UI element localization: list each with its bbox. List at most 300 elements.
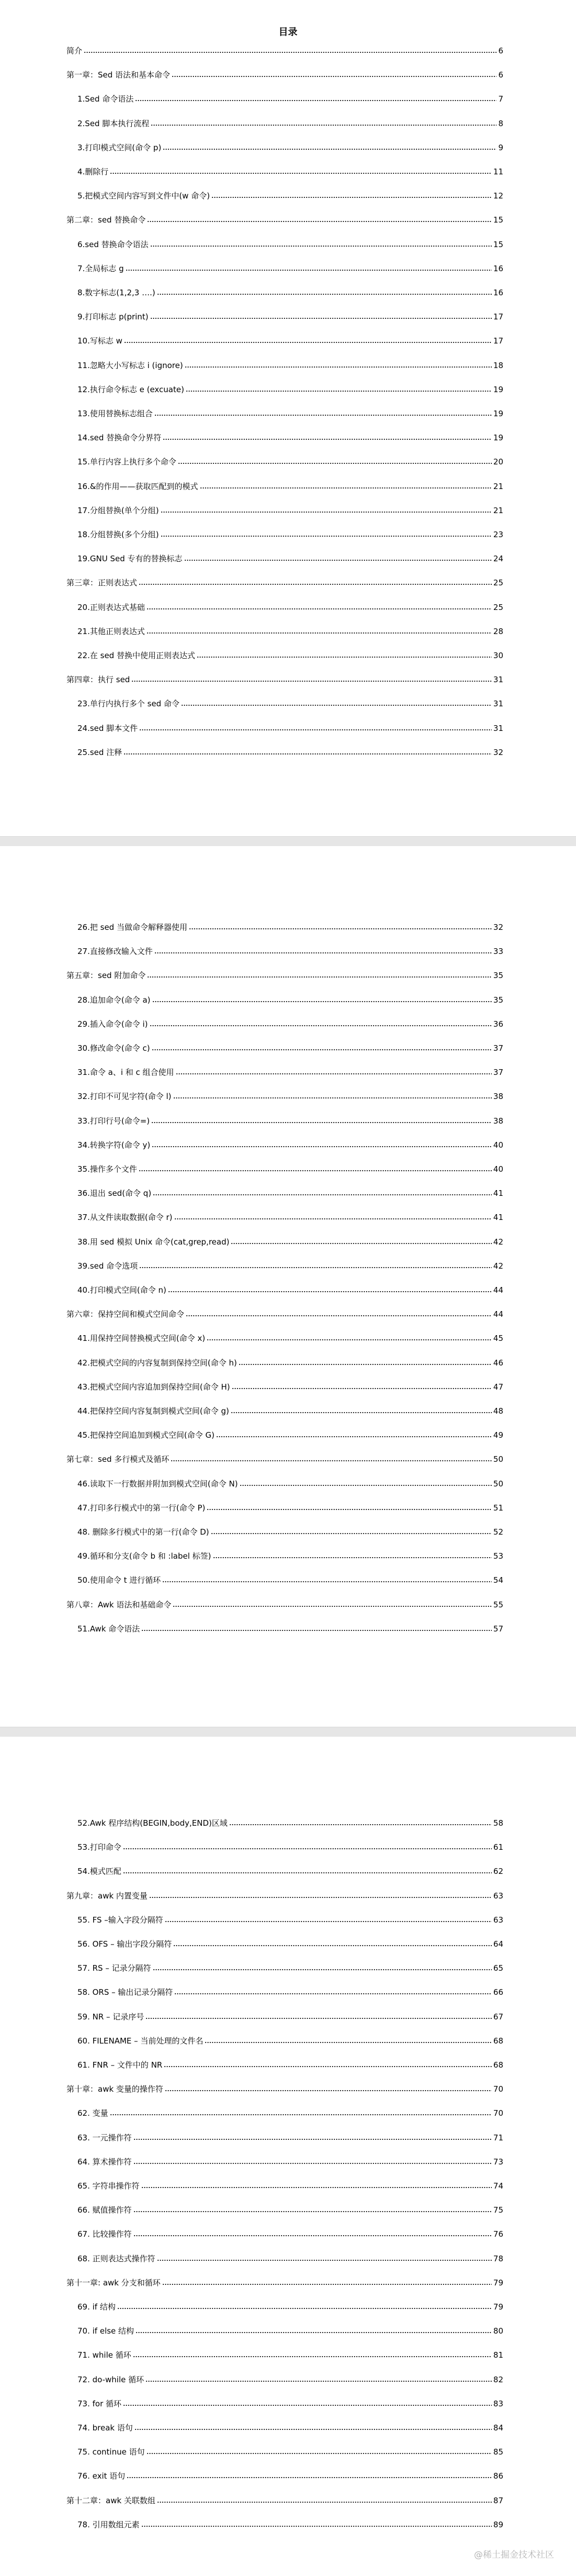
page-separator (0, 836, 576, 846)
toc-section-link[interactable] (77, 1090, 503, 1102)
toc-page-number: 44 (493, 1309, 503, 1319)
dot-leader (146, 608, 492, 610)
toc-page-number: 25 (493, 602, 503, 612)
toc-section-link[interactable] (77, 1574, 503, 1585)
toc-section-link[interactable] (77, 431, 503, 443)
toc-section-link[interactable] (77, 1938, 503, 1949)
toc-section-link[interactable] (77, 2059, 503, 2070)
toc-section-link[interactable] (77, 625, 503, 637)
toc-entry-label: 16.&的作用——获取匹配到的模式 (77, 481, 198, 491)
toc-entry-label: 30.修改命令(命令 c) (77, 1043, 150, 1053)
toc-page-number: 16 (493, 288, 503, 297)
toc-page-number: 45 (493, 1334, 503, 1343)
toc-entry-label: 41.用保持空间替换模式空间(命令 x) (77, 1334, 206, 1343)
toc-page-number: 7 (498, 94, 503, 104)
dot-leader (232, 1387, 492, 1390)
toc-page-number: 76 (493, 2229, 503, 2239)
toc-page-number: 41 (493, 1189, 503, 1198)
toc-page-number: 55 (493, 1600, 503, 1609)
toc-entry-label: 第八章：Awk 语法和基础命令 (66, 1600, 172, 1609)
toc-entry-label: 42.把模式空间的内容复制到保持空间(命令 h) (77, 1358, 237, 1368)
toc-section-link[interactable] (77, 601, 503, 613)
toc-page-number: 68 (493, 2060, 503, 2070)
dot-leader (172, 75, 496, 77)
toc-title: 目录 (278, 27, 298, 38)
toc-section-link[interactable] (77, 1986, 503, 1997)
toc-entry-label: 21.其他正则表达式 (77, 626, 145, 636)
toc-entry-label: 第六章：保持空间和模式空间命令 (66, 1309, 185, 1319)
toc-entry-label: 37.从文件读取数据(命令 r) (77, 1213, 173, 1223)
toc-entry-label: 5.把模式空间内容写到文件中(w 命令) (77, 191, 210, 201)
toc-page-number: 65 (493, 1963, 503, 1973)
toc-chapter-link[interactable] (66, 2083, 503, 2094)
toc-section-link[interactable] (77, 1429, 503, 1440)
toc-section-link[interactable] (77, 93, 503, 104)
toc-chapter-link[interactable] (66, 673, 503, 685)
toc-page-number: 19 (493, 384, 503, 394)
toc-section-link[interactable] (77, 165, 503, 177)
toc-entry-label: 18.分组替换(多个分组) (77, 530, 159, 539)
toc-entry-label: 19.GNU Sed 专有的替换标志 (77, 554, 183, 564)
toc-section-link[interactable] (77, 1284, 503, 1295)
toc-page-number: 37 (493, 1068, 503, 1078)
dot-leader (139, 583, 492, 585)
toc-chapter-link[interactable] (66, 45, 503, 56)
toc-page-number: 37 (493, 1043, 503, 1053)
toc-entry-label: 3.打印模式空间(命令 p) (77, 142, 162, 152)
dot-leader (134, 2428, 492, 2430)
toc-page-number: 51 (493, 1503, 503, 1513)
toc-entry-label: 68. 正则表达式操作符 (77, 2253, 155, 2263)
toc-section-link[interactable] (77, 1550, 503, 1561)
dot-leader (149, 1896, 492, 1898)
toc-page-number: 28 (493, 626, 503, 636)
toc-entry-label: 8.数字标志(1,2,3 ….) (77, 288, 155, 297)
toc-section-link[interactable] (77, 2422, 503, 2433)
dot-leader (157, 2501, 492, 2503)
toc-section-link[interactable] (77, 2349, 503, 2360)
dot-leader (131, 680, 492, 682)
toc-page-number: 85 (493, 2447, 503, 2457)
toc-section-link[interactable] (77, 1042, 503, 1053)
dot-leader (139, 1170, 492, 1172)
dot-leader (165, 2090, 492, 2092)
dot-leader (185, 366, 492, 368)
dot-leader (141, 1629, 492, 1631)
toc-entry-label: 17.分组替换(单个分组) (77, 505, 159, 515)
dot-leader (184, 559, 492, 561)
dot-leader (153, 1969, 492, 1971)
toc-page-number: 81 (493, 2350, 503, 2360)
dot-leader (186, 390, 492, 392)
dot-leader (117, 2307, 492, 2309)
dot-leader (163, 438, 492, 440)
toc-entry-label: 31.命令 a、i 和 c 组合使用 (77, 1068, 174, 1078)
toc-entry-label: 78. 引用数组元素 (77, 2519, 140, 2529)
toc-page-number: 33 (493, 947, 503, 957)
toc-entry-label: 36.退出 sed(命令 q) (77, 1189, 152, 1198)
dot-leader (174, 1993, 491, 1995)
toc-entry-label: 10.写标志 w (77, 336, 122, 346)
toc-page-number: 63 (493, 1915, 503, 1925)
toc-entry-label: 6.sed 替换命令语法 (77, 239, 149, 249)
toc-page-number: 82 (493, 2374, 503, 2384)
toc-page-number: 11 (493, 167, 503, 176)
toc-section-link[interactable] (77, 407, 503, 419)
toc-section-link[interactable] (77, 1914, 503, 1925)
toc-entry-label: 43.把模式空间内容追加到保持空间(命令 H) (77, 1382, 230, 1392)
toc-page-number: 86 (493, 2471, 503, 2481)
dot-leader (133, 2211, 492, 2213)
toc-entry-label: 34.转换字符(命令 y) (77, 1140, 151, 1150)
toc-entry-label: 66. 赋值操作符 (77, 2205, 132, 2215)
dot-leader (207, 1339, 492, 1341)
toc-section-link[interactable] (77, 1526, 503, 1537)
dot-leader (211, 1533, 492, 1535)
toc-page-number: 8 (498, 118, 503, 128)
toc-entry-label: 35.操作多个文件 (77, 1164, 137, 1174)
toc-section-link[interactable] (77, 722, 503, 734)
toc-entry-label: 71. while 循环 (77, 2350, 131, 2360)
toc-entry-label: 第七章：sed 多行模式及循环 (66, 1454, 170, 1464)
toc-page-number: 87 (493, 2495, 503, 2505)
toc-section-link[interactable] (77, 383, 503, 395)
toc-entry-label: 25.sed 注释 (77, 747, 122, 757)
document-page-1 (0, 0, 576, 836)
dot-leader (157, 293, 492, 295)
toc-section-link[interactable] (77, 921, 503, 932)
toc-section-link[interactable] (77, 697, 503, 709)
dot-leader (154, 414, 492, 416)
dot-leader (186, 1315, 492, 1317)
dot-leader (151, 124, 496, 126)
toc-entry-label: 29.插入命令(命令 i) (77, 1019, 148, 1029)
toc-chapter-link[interactable] (66, 969, 503, 981)
toc-entry-label: 38.用 sed 模拟 Unix 命令(cat,grep,read) (77, 1237, 230, 1247)
dot-leader (165, 1920, 492, 1923)
toc-entry-label: 72. do-while 循环 (77, 2374, 144, 2384)
toc-entry-label: 9.打印标志 p(print) (77, 312, 149, 322)
toc-section-link[interactable] (77, 1962, 503, 1973)
toc-section-link[interactable] (77, 480, 503, 492)
dot-leader (162, 1581, 492, 1583)
toc-page-number: 58 (493, 1818, 503, 1828)
dot-leader (178, 462, 492, 464)
toc-section-link[interactable] (77, 2035, 503, 2046)
toc-section-link[interactable] (77, 1187, 503, 1198)
dot-leader (146, 632, 492, 634)
toc-page-number: 23 (493, 530, 503, 539)
toc-entry-label: 第三章：正则表达式 (66, 578, 138, 588)
toc-entry-label: 49.循环和分支(命令 b 和 :label 标签) (77, 1551, 211, 1561)
dot-leader (200, 487, 492, 489)
toc-page-number: 50 (493, 1454, 503, 1464)
dot-leader (135, 2331, 492, 2334)
toc-entry-label: 54.模式匹配 (77, 1867, 121, 1877)
toc-section-link[interactable] (77, 2397, 503, 2409)
toc-entry-label: 24.sed 脚本文件 (77, 723, 138, 733)
toc-section-link[interactable] (77, 1405, 503, 1416)
toc-page-number: 16 (493, 263, 503, 273)
toc-page-number: 40 (493, 1164, 503, 1174)
toc-page-number: 73 (493, 2157, 503, 2167)
toc-page-number: 21 (493, 481, 503, 491)
toc-entry-label: 第五章：sed 附加命令 (66, 971, 146, 981)
toc-section-link[interactable] (77, 2373, 503, 2385)
toc-page-number: 80 (493, 2326, 503, 2336)
dot-leader (161, 511, 492, 513)
toc-section-link[interactable] (77, 335, 503, 346)
toc-section-link[interactable] (77, 2518, 503, 2530)
toc-page-number: 12 (493, 191, 503, 201)
toc-section-link[interactable] (77, 286, 503, 298)
toc-section-link[interactable] (77, 141, 503, 153)
dot-leader (110, 172, 492, 174)
dot-leader (123, 1848, 492, 1850)
page-separator (0, 1727, 576, 1737)
toc-page-number: 57 (493, 1624, 503, 1634)
dot-leader (123, 2404, 492, 2406)
dot-leader (126, 269, 492, 271)
toc-section-link[interactable] (77, 552, 503, 564)
dot-leader (141, 2186, 492, 2189)
toc-entry-label: 39.sed 命令选项 (77, 1261, 138, 1271)
toc-entry-label: 13.使用替换标志组合 (77, 409, 153, 418)
toc-page-number: 49 (493, 1430, 503, 1440)
toc-section-link[interactable] (77, 1357, 503, 1368)
toc-page-number: 70 (493, 2084, 503, 2094)
dot-leader (123, 753, 492, 755)
dot-leader (173, 1605, 492, 1607)
toc-page-number: 40 (493, 1140, 503, 1150)
toc-section-link[interactable] (77, 1478, 503, 1489)
toc-section-link[interactable] (77, 2252, 503, 2264)
toc-entry-label: 76. exit 语句 (77, 2471, 126, 2481)
toc-entry-label: 69. if 结构 (77, 2302, 116, 2312)
toc-section-link[interactable] (77, 1260, 503, 1271)
toc-entry-label: 第一章：Sed 语法和基本命令 (66, 70, 171, 80)
toc-page-number: 35 (493, 971, 503, 981)
toc-chapter-link[interactable] (66, 2277, 503, 2288)
toc-entry-label: 75. continue 语句 (77, 2447, 145, 2457)
toc-section-link[interactable] (77, 1066, 503, 1078)
dot-leader (110, 2114, 492, 2116)
toc-entry-label: 63. 一元操作符 (77, 2133, 132, 2142)
toc-entry-label: 23.单行内执行多个 sed 命令 (77, 699, 179, 709)
toc-chapter-link[interactable] (66, 214, 503, 225)
toc-page-number: 84 (493, 2423, 503, 2433)
toc-entry-label: 11.忽略大小写标志 i (ignore) (77, 360, 183, 370)
toc-chapter-link[interactable] (66, 576, 503, 588)
toc-section-link[interactable] (77, 1817, 503, 1828)
dot-leader (164, 2066, 492, 2068)
toc-section-link[interactable] (77, 456, 503, 467)
dot-leader (211, 196, 492, 198)
toc-entry-label: 44.把保持空间内容复制到模式空间(命令 g) (77, 1406, 229, 1416)
toc-section-link[interactable] (77, 2156, 503, 2167)
toc-section-link[interactable] (77, 310, 503, 322)
toc-page-number: 18 (493, 360, 503, 370)
toc-section-link[interactable] (77, 945, 503, 957)
toc-section-link[interactable] (77, 359, 503, 371)
dot-leader (153, 1194, 492, 1196)
toc-section-link[interactable] (77, 1841, 503, 1852)
toc-entry-label: 15.单行内容上执行多个命令 (77, 457, 176, 467)
dot-leader (145, 2017, 492, 2019)
toc-page-number: 47 (493, 1382, 503, 1392)
toc-entry-label: 50.使用命令 t 进行循环 (77, 1575, 161, 1585)
toc-entry-label: 57. RS – 记录分隔符 (77, 1963, 151, 1973)
toc-page-number: 63 (493, 1891, 503, 1901)
toc-page-number: 64 (493, 1939, 503, 1949)
toc-page-number: 53 (493, 1551, 503, 1561)
toc-section-link[interactable] (77, 1236, 503, 1247)
dot-leader (147, 220, 492, 223)
toc-section-link[interactable] (77, 2228, 503, 2239)
toc-section-link[interactable] (77, 1623, 503, 1634)
toc-section-link[interactable] (77, 1332, 503, 1343)
toc-entry-label: 2.Sed 脚本执行流程 (77, 118, 150, 128)
toc-entry-label: 12.执行命令标志 e (excuate) (77, 384, 184, 394)
dot-leader (162, 2283, 492, 2285)
dot-leader (123, 1872, 492, 1874)
toc-entry-label: 59. NR – 记录序号 (77, 2012, 144, 2022)
toc-section-link[interactable] (77, 238, 503, 250)
toc-chapter-link[interactable] (66, 1453, 503, 1464)
toc-entry-label: 第十一章: awk 分支和循环 (66, 2278, 161, 2288)
toc-section-link[interactable] (77, 504, 503, 516)
toc-section-link[interactable] (77, 2131, 503, 2143)
toc-entry-label: 64. 算术操作符 (77, 2157, 132, 2167)
toc-page-number: 79 (493, 2278, 503, 2288)
toc-chapter-link[interactable] (66, 1890, 503, 1901)
toc-entry-label: 第二章：sed 替换命令 (66, 215, 146, 225)
dot-leader (239, 1363, 492, 1365)
toc-page-number: 41 (493, 1213, 503, 1223)
toc-section-link[interactable] (77, 1115, 503, 1126)
toc-section-link[interactable] (77, 190, 503, 201)
dot-leader (139, 729, 492, 731)
toc-page-number: 62 (493, 1867, 503, 1877)
toc-section-link[interactable] (77, 994, 503, 1005)
toc-section-link[interactable] (77, 2470, 503, 2481)
toc-page-number: 61 (493, 1842, 503, 1852)
toc-section-link[interactable] (77, 746, 503, 758)
toc-section-link[interactable] (77, 2011, 503, 2022)
dot-leader (152, 1001, 492, 1003)
toc-chapter-link[interactable] (66, 1598, 503, 1610)
toc-section-link[interactable] (77, 1139, 503, 1150)
toc-entry-label: 51.Awk 命令语法 (77, 1624, 140, 1634)
toc-page-number: 31 (493, 675, 503, 685)
toc-page-number: 70 (493, 2108, 503, 2118)
toc-page-number: 31 (493, 699, 503, 709)
toc-entry-label: 第九章：awk 内置变量 (66, 1891, 148, 1901)
toc-entry-label: 61. FNR – 文件中的 NR (77, 2060, 163, 2070)
toc-section-link[interactable] (77, 262, 503, 274)
toc-section-link[interactable] (77, 2204, 503, 2215)
toc-section-link[interactable] (77, 2301, 503, 2312)
toc-entry-label: 56. OFS – 输出字段分隔符 (77, 1939, 172, 1949)
dot-leader (141, 2525, 492, 2527)
dot-leader (124, 341, 492, 343)
toc-page-number: 36 (493, 1019, 503, 1029)
toc-section-link[interactable] (77, 2325, 503, 2336)
toc-chapter-link[interactable] (66, 69, 503, 80)
toc-entry-label: 第十章：awk 变量的操作符 (66, 2084, 163, 2094)
toc-section-link[interactable] (77, 1381, 503, 1392)
toc-page-number: 67 (493, 2012, 503, 2022)
toc-page-number: 24 (493, 554, 503, 564)
toc-entry-label: 32.打印不可见字符(命令 l) (77, 1092, 172, 1102)
toc-page-number: 48 (493, 1406, 503, 1416)
toc-section-link[interactable] (77, 528, 503, 540)
watermark: @稀土掘金技术社区 (474, 2550, 554, 2560)
toc-section-link[interactable] (77, 1865, 503, 1877)
toc-section-link[interactable] (77, 1211, 503, 1223)
toc-entry-label: 52.Awk 程序结构(BEGIN,body,END)区域 (77, 1818, 228, 1828)
document-page-2 (0, 846, 576, 1727)
toc-entry-label: 简介 (66, 46, 83, 55)
toc-entry-label: 33.打印行号(命令=) (77, 1116, 150, 1126)
toc-chapter-link[interactable] (66, 2494, 503, 2506)
toc-section-link[interactable] (77, 649, 503, 661)
dot-leader (146, 2452, 492, 2455)
toc-page-number: 32 (493, 747, 503, 757)
dot-leader (205, 2041, 491, 2044)
toc-page-number: 38 (493, 1116, 503, 1126)
toc-entry-label: 7.全局标志 g (77, 263, 124, 273)
toc-entry-label: 20.正则表达式基础 (77, 602, 145, 612)
toc-page-number: 54 (493, 1575, 503, 1585)
toc-section-link[interactable] (77, 2107, 503, 2118)
toc-page-number: 35 (493, 995, 503, 1005)
toc-section-link[interactable] (77, 2180, 503, 2191)
dot-leader (189, 928, 492, 930)
dot-leader (168, 1291, 492, 1293)
toc-entry-label: 40.打印模式空间(命令 n) (77, 1285, 166, 1295)
toc-entry-label: 第十二章：awk 关联数组 (66, 2495, 155, 2505)
toc-page-number: 42 (493, 1261, 503, 1271)
toc-entry-label: 70. if else 结构 (77, 2326, 134, 2336)
toc-page-number: 25 (493, 578, 503, 588)
dot-leader (171, 1460, 492, 1462)
toc-section-link[interactable] (77, 1502, 503, 1513)
toc-page-number: 75 (493, 2205, 503, 2215)
toc-section-link[interactable] (77, 1018, 503, 1029)
dot-leader (133, 2356, 492, 2358)
toc-chapter-link[interactable] (66, 1308, 503, 1319)
toc-page-number: 17 (493, 312, 503, 322)
toc-page-number: 6 (498, 46, 503, 55)
dot-leader (173, 1097, 492, 1099)
dot-leader (216, 1436, 492, 1438)
toc-page-number: 38 (493, 1092, 503, 1102)
dot-leader (174, 1218, 492, 1220)
toc-section-link[interactable] (77, 1163, 503, 1174)
dot-leader (161, 535, 492, 537)
toc-page-number: 30 (493, 651, 503, 660)
dot-leader (150, 1025, 492, 1027)
toc-entry-label: 53.打印命令 (77, 1842, 121, 1852)
toc-section-link[interactable] (77, 117, 503, 129)
toc-page-number: 71 (493, 2133, 503, 2142)
toc-page-number: 74 (493, 2181, 503, 2191)
toc-section-link[interactable] (77, 2446, 503, 2457)
toc-page-number: 52 (493, 1527, 503, 1537)
toc-entry-label: 65. 字符串操作符 (77, 2181, 140, 2191)
dot-leader (145, 2380, 492, 2382)
